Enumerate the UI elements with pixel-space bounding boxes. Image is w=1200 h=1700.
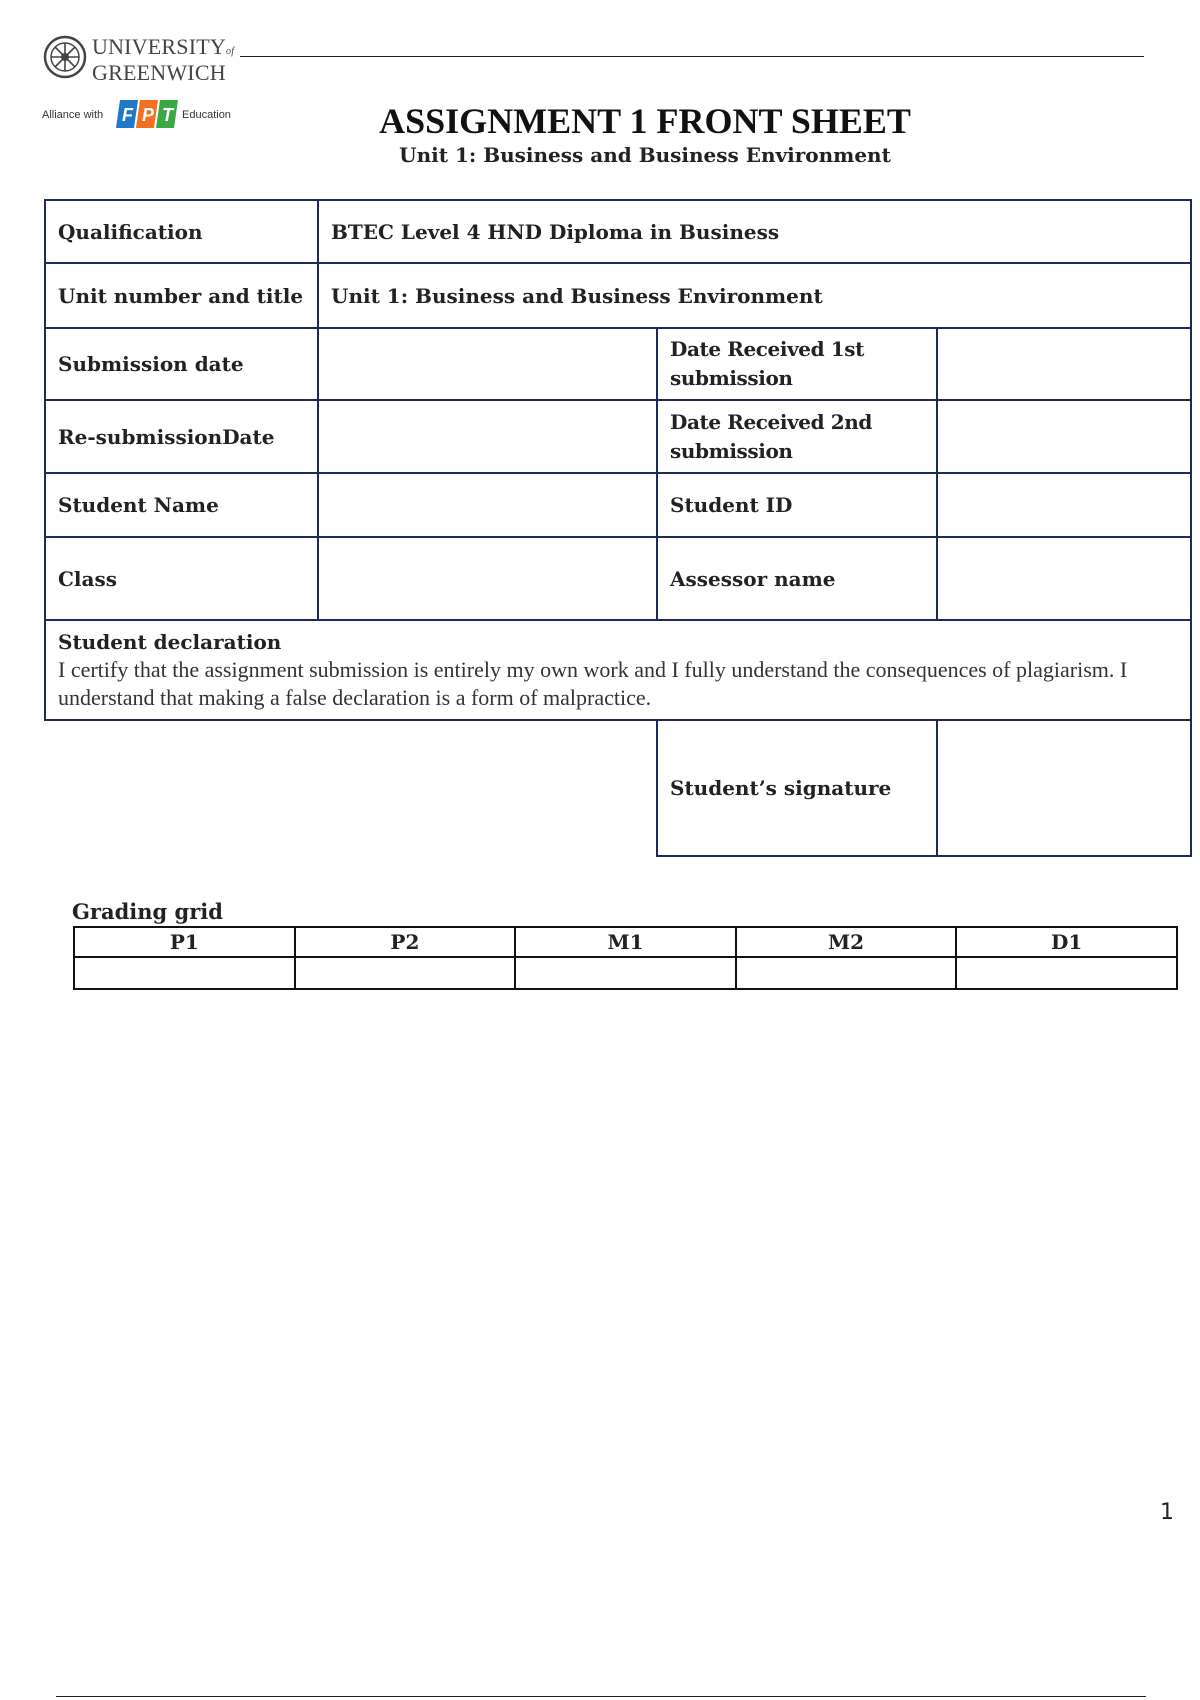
grading-grid-table	[73, 926, 1178, 990]
page-number: 1	[1160, 1500, 1174, 1525]
declaration-title: Student declaration	[58, 630, 282, 654]
student-declaration	[45, 620, 1191, 720]
education-text: Education	[182, 109, 231, 121]
front-sheet-table	[44, 199, 1192, 857]
declaration-text: I certify that the assignment submission is entirely my own work and I fully understand the consequences of plagiarism. I understand that making a false declaration is a form of malpractice.	[58, 657, 1128, 710]
fpt-letter-t: T	[162, 105, 173, 125]
fpt-letter-f: F	[122, 105, 133, 125]
student-name-label: Student Name	[45, 473, 318, 537]
table-row	[45, 328, 1191, 400]
grade-cell-p1[interactable]	[74, 957, 295, 989]
resubmission-date-label: Re-submissionDate	[45, 400, 318, 473]
date-received-1st-field[interactable]	[937, 328, 1191, 400]
table-row	[45, 200, 1191, 263]
class-label: Class	[45, 537, 318, 620]
grade-header-p1: P1	[74, 927, 295, 957]
table-row	[45, 400, 1191, 473]
empty-cell	[45, 720, 318, 856]
class-field[interactable]	[318, 537, 657, 620]
grade-cell-p2[interactable]	[295, 957, 516, 989]
assessor-name-label: Assessor name	[657, 537, 937, 620]
grade-header-m1: M1	[515, 927, 736, 957]
student-signature-field[interactable]	[937, 720, 1191, 856]
page-subtitle: Unit 1: Business and Business Environment	[399, 143, 891, 167]
header-rule	[240, 56, 1144, 57]
student-id-field[interactable]	[937, 473, 1191, 537]
grade-header-p2: P2	[295, 927, 516, 957]
student-name-field[interactable]	[318, 473, 657, 537]
unit-label: Unit number and title	[45, 263, 318, 328]
table-row	[45, 720, 1191, 856]
empty-cell	[318, 720, 657, 856]
grading-grid-label: Grading grid	[72, 899, 223, 924]
fpt-letter-p: P	[142, 105, 155, 125]
university-of-greenwich-logo	[42, 34, 242, 85]
qualification-value: BTEC Level 4 HND Diploma in Business	[318, 200, 1191, 263]
resubmission-date-field[interactable]	[318, 400, 657, 473]
grade-header-d1: D1	[956, 927, 1177, 957]
grade-cell-m1[interactable]	[515, 957, 736, 989]
date-received-2nd-field[interactable]	[937, 400, 1191, 473]
page-title: ASSIGNMENT 1 FRONT SHEET	[379, 101, 911, 141]
alliance-text: Alliance with	[42, 109, 104, 121]
fpt-logo-icon	[116, 96, 182, 132]
submission-date-label: Submission date	[45, 328, 318, 400]
alliance-fpt-logo	[42, 96, 242, 136]
student-id-label: Student ID	[657, 473, 937, 537]
grade-cell-m2[interactable]	[736, 957, 957, 989]
grading-value-row	[74, 957, 1177, 989]
date-received-2nd-label: Date Received 2nd submission	[657, 400, 937, 473]
grade-header-m2: M2	[736, 927, 957, 957]
university-name: UNIVERSITYof GREENWICH	[92, 34, 235, 85]
grading-header-row	[74, 927, 1177, 957]
grade-cell-d1[interactable]	[956, 957, 1177, 989]
qualification-label: Qualification	[45, 200, 318, 263]
table-row	[45, 263, 1191, 328]
submission-date-field[interactable]	[318, 328, 657, 400]
footer-rule	[56, 1696, 1146, 1697]
unit-value: Unit 1: Business and Business Environment	[318, 263, 1191, 328]
table-row	[45, 537, 1191, 620]
table-row	[45, 473, 1191, 537]
university-seal-icon	[42, 34, 88, 80]
date-received-1st-label: Date Received 1st submission	[657, 328, 937, 400]
student-signature-label: Student’s signature	[657, 720, 937, 856]
assessor-name-field[interactable]	[937, 537, 1191, 620]
table-row	[45, 620, 1191, 720]
